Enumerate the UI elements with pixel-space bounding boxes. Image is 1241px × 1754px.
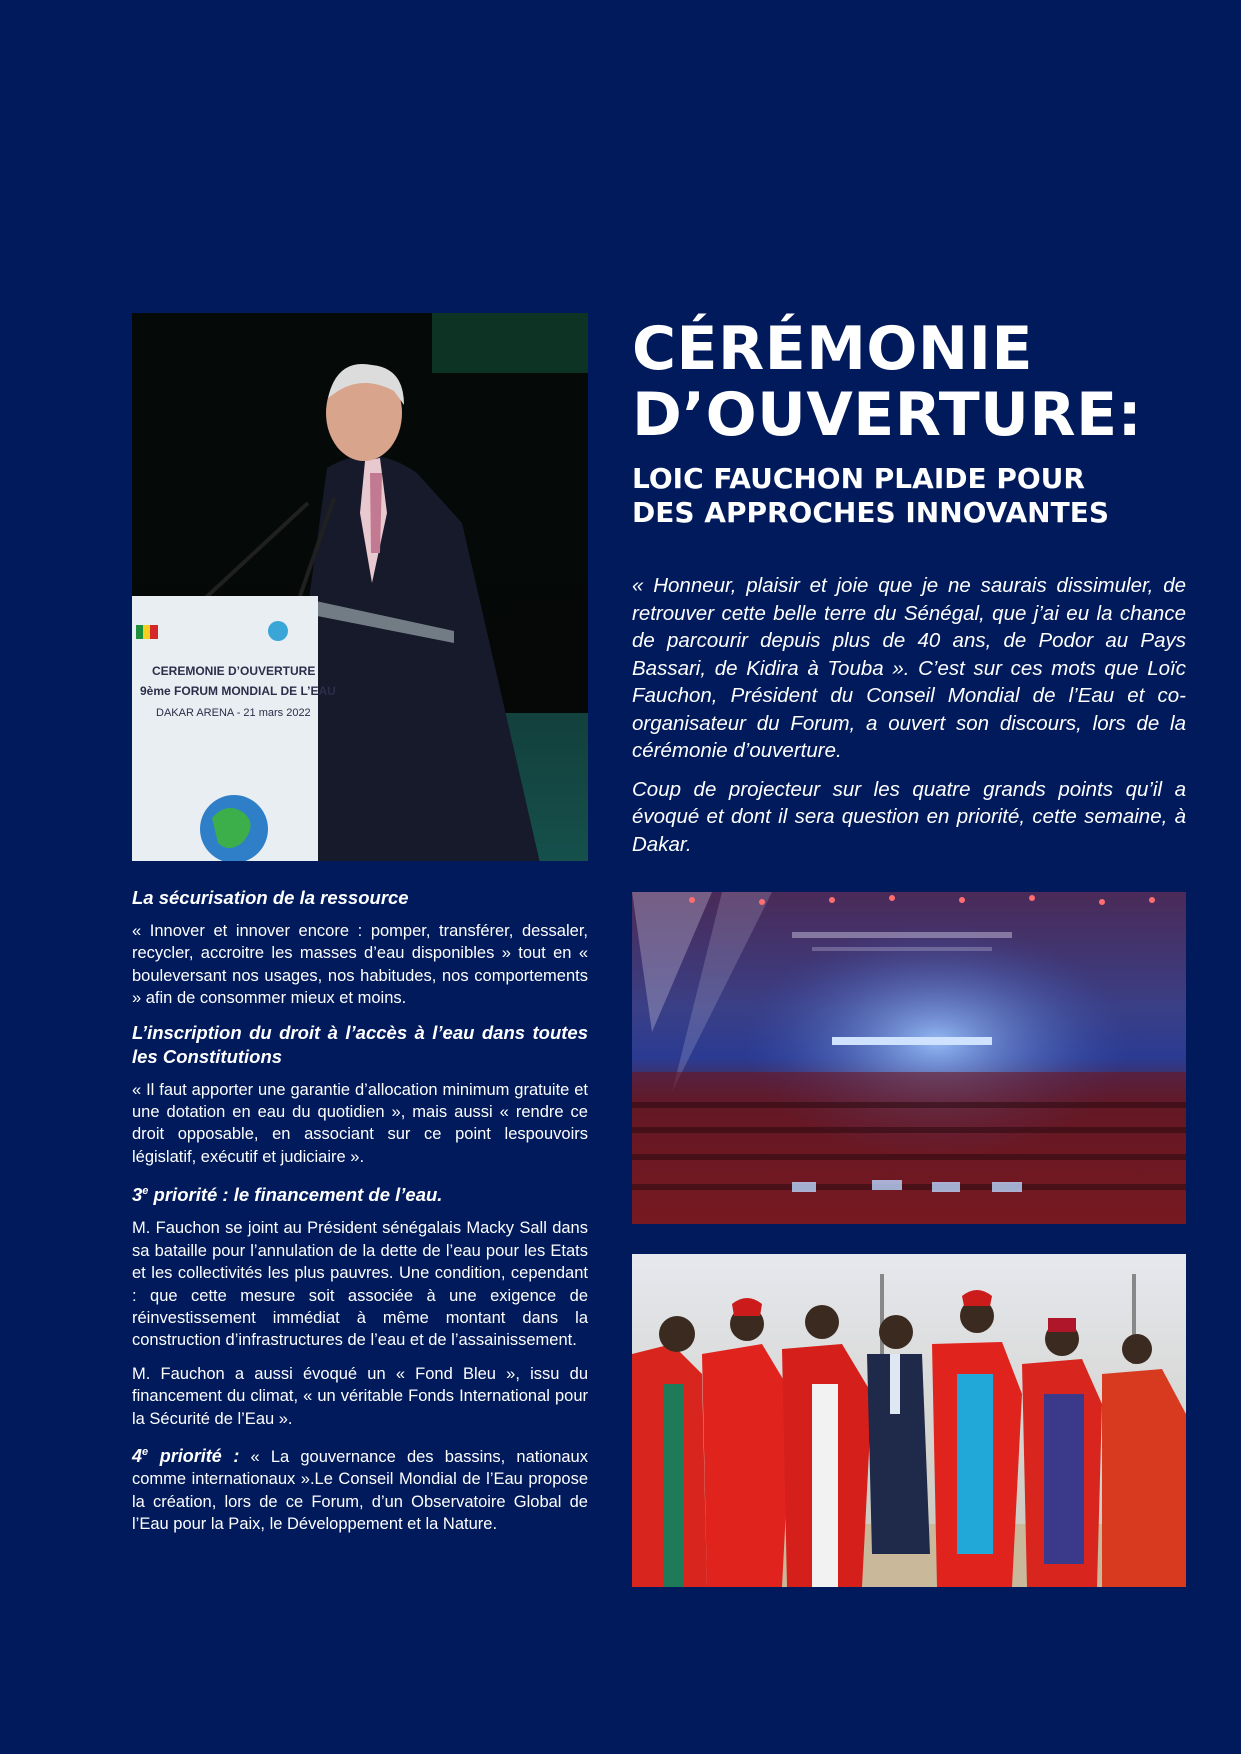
page-subtitle (632, 462, 1192, 530)
speaker-photo (132, 313, 588, 861)
section-4-paragraph (132, 1441, 588, 1536)
section-1-text: « Innover et innover encore : pomper, transférer, dessaler, recycler, accroitre les masses d’eau disponibles » tout en « bouleversant nos usages, nos habitudes, nos comportements » afin de consommer mieux et moins. (132, 922, 588, 1008)
intro-paragraph-1: « Honneur, plaisir et joie que je ne saurais dissimuler, de retrouver cette belle terre du Sénégal, que j’ai eu la chance de parcourir depuis plus de 40 ans, de Podor au Pays Bassari, de Kidira à Touba ». C’est sur ces mots que Loïc Fauchon, Président du Conseil Mondial de l’Eau et co-organisateur du Forum, a ouvert son discours, lors de la cérémonie d’ouverture. (632, 574, 1186, 762)
title-block (632, 316, 1192, 530)
podium-line-3: DAKAR ARENA - 21 mars 2022 (156, 707, 311, 719)
section-3-number: 3 (132, 1184, 143, 1206)
section-3-heading-text: priorité : le financement de l’eau. (148, 1184, 443, 1206)
section-4-lead-text: priorité : (148, 1446, 240, 1467)
title-line-2: D’OUVERTURE: (632, 380, 1143, 450)
section-2-heading: L’inscription du droit à l’accès à l’eau dans toutes les Constitutions (132, 1021, 588, 1067)
intro-paragraph-2: Coup de projecteur sur les quatre grands points qu’il a évoqué et dont il sera question en priorité, cette semaine, à Dakar. (632, 777, 1186, 856)
section-4-ordinal: e (142, 1446, 149, 1459)
section-4-number: 4 (132, 1446, 143, 1467)
section-3-heading (132, 1179, 588, 1207)
subtitle-line-2: DES APPROCHES INNOVANTES (632, 496, 1109, 529)
page-title (632, 316, 1192, 448)
podium-line-2: 9ème FORUM MONDIAL DE L’EAU (140, 684, 336, 698)
section-4-lead (132, 1446, 239, 1466)
subtitle-line-1: LOIC FAUCHON PLAIDE POUR (632, 462, 1085, 495)
section-2-text: « Il faut apporter une garantie d’allocation minimum gratuite et une dotation en eau du quotidien », mais aussi « rendre ce droit opposable, en associant sur ce point lespouvoirs législatif, exécutif et judiciaire ». (132, 1080, 588, 1166)
section-3-ordinal: e (142, 1185, 149, 1198)
section-1-heading: La sécurisation de la ressource (132, 887, 409, 908)
section-3-text-1: M. Fauchon se joint au Président sénégalais Macky Sall dans sa bataille pour l’annulation de la dette de l’eau pour les Etats et les collectivités les plus pauvres. Une condition, cependant : que cette mesure soit associée à une exigence de réinvestissement immédiat à même montant dans la construction d’infrastructures de l’eau et de l’assainissement. (132, 1219, 588, 1350)
arena-photo (632, 892, 1186, 1224)
intro-text (632, 572, 1186, 869)
section-4-text: « La gouvernance des bassins, nationaux comme internationaux ».Le Conseil Mondial de l’Eau propose la création, lors de ce Forum, d’un Observatoire Global de l’Eau pour la Paix, le Développement et la Nature. (132, 1448, 588, 1534)
section-3-text-2: M. Fauchon a aussi évoqué un « Fond Bleu », issu du financement du climat, « un véritable Fonds International pour la Sécurité de l’Eau ». (132, 1364, 588, 1428)
podium-line-1: CEREMONIE D’OUVERTURE (152, 664, 316, 678)
group-photo (632, 1254, 1186, 1587)
title-line-1: CÉRÉMONIE (632, 314, 1033, 384)
article-left-column (132, 886, 588, 1547)
